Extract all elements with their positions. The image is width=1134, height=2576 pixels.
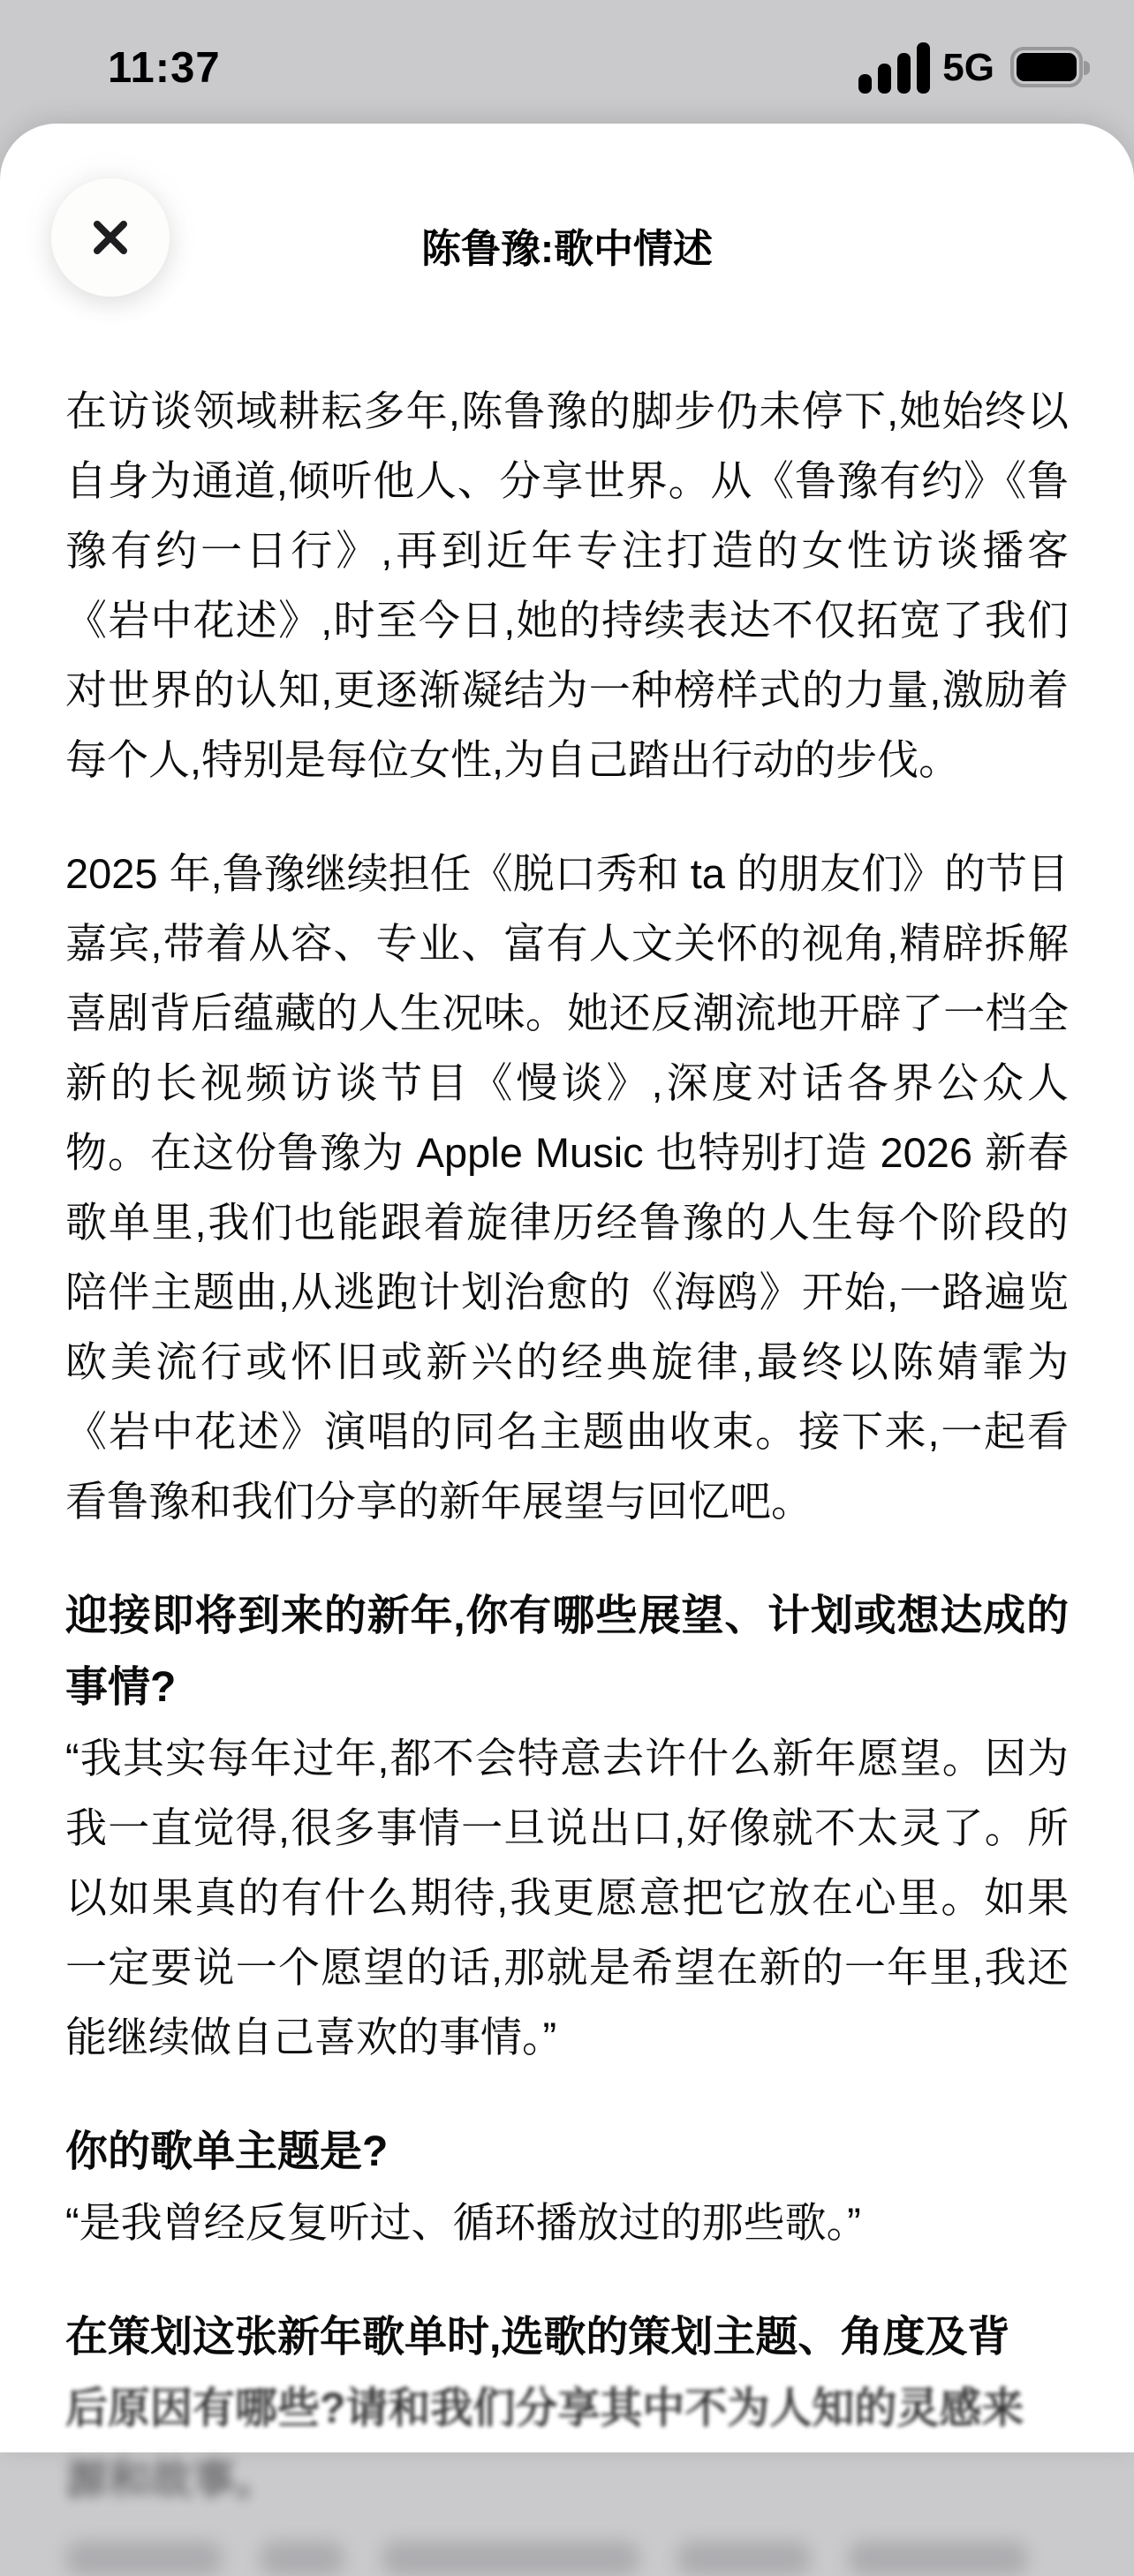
status-bar — [0, 0, 1134, 124]
status-right-cluster — [858, 42, 1095, 94]
blurred-text-remnant — [65, 2541, 1069, 2576]
qa-block-playlist-theme — [65, 2116, 1069, 2257]
battery-icon — [1010, 47, 1095, 89]
intro-paragraph: 在访谈领域耕耘多年,陈鲁豫的脚步仍未停下,她始终以自身为通道,倾听他人、分享世界。从《鲁豫有约》《鲁豫有约一日行》,再到近年专注打造的女性访谈播客《岩中花述》,时至今日,她的持续表达不仅拓宽了我们对世界的认知,更逐渐凝结为一种榜样式的力量,激励着每个人,特别是每位女性,为自己踏出行动的步伐。 — [65, 388, 1069, 783]
question: 迎接即将到来的新年,你有哪些展望、计划或想达成的事情? — [65, 1593, 1069, 1711]
qa-block-new-year — [65, 1580, 1069, 2072]
page-title: 陈鲁豫:歌中情述 — [421, 226, 713, 271]
sheet-header — [0, 124, 1134, 320]
answer: “是我曾经反复听过、循环播放过的那些歌。” — [65, 2199, 861, 2246]
qa-block-playlist-planning — [65, 2301, 1069, 2576]
question: 你的歌单主题是? — [65, 2128, 389, 2175]
article-body[interactable] — [65, 376, 1069, 2576]
context-paragraph: 2025 年,鲁豫继续担任《脱口秀和 ta 的朋友们》的节目嘉宾,带着从容、专业、富有人文关怀的视角,精辟拆解喜剧背后蕴藏的人生况味。她还反潮流地开辟了一档全新的长视频访谈节目《慢谈》,深度对话各界公众人物。在这份鲁豫为 Apple Music 也特别打造 2026 新春歌单里,我们也能跟着旋律历经鲁豫的人生每个阶段的陪伴主题曲,从逃跑计划治愈的《海鸥》开始,一路遍览欧美流行或怀旧或新兴的经典旋律,最终以陈婧霏为《岩中花述》演唱的同名主题曲收束。接下来,一起看看鲁豫和我们分享的新年展望与回忆吧。 — [65, 850, 1069, 1525]
answer: “我其实每年过年,都不会特意去许什么新年愿望。因为我一直觉得,很多事情一旦说出口,好像就不太灵了。所以如果真的有什么期待,我更愿意把它放在心里。如果一定要说一个愿望的话,那就是希望在新的一年里,我还能继续做自己喜欢的事情。” — [65, 1735, 1069, 2060]
cellular-signal-icon — [858, 42, 930, 94]
question-line: 在策划这张新年歌单时,选歌的策划主题、角度及背 — [65, 2314, 1010, 2361]
article-sheet — [0, 124, 1134, 2504]
close-button[interactable] — [51, 178, 170, 297]
network-type-label: 5G — [942, 46, 994, 89]
question-line-blurred: 源和故事。 — [65, 2457, 278, 2504]
question-line-blurred: 后原因有哪些?请和我们分享其中不为人知的灵感来 — [65, 2385, 1024, 2432]
close-icon — [82, 209, 139, 266]
status-time: 11:37 — [108, 44, 221, 92]
